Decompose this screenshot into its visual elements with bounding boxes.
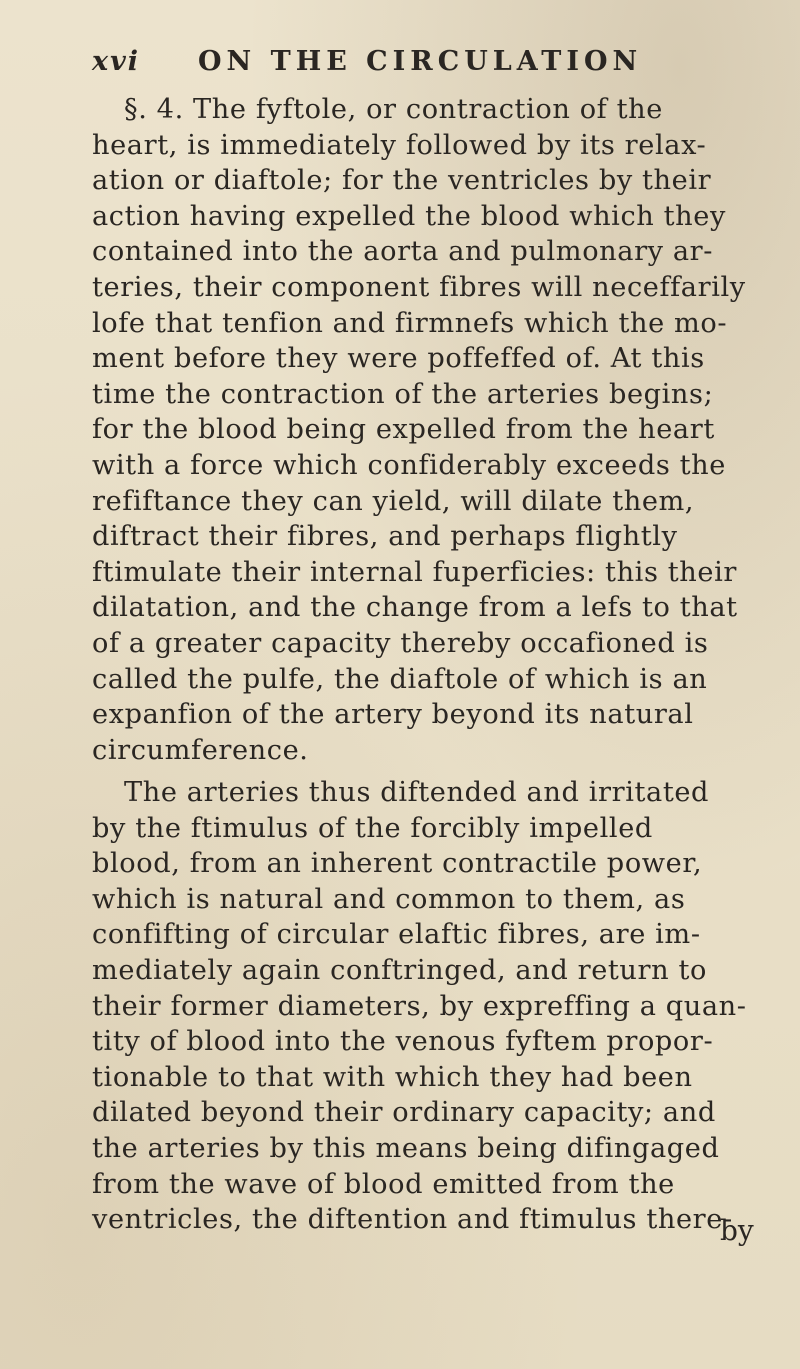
catchword: by — [720, 1214, 754, 1247]
text-line: diftract their fibres, and perhaps flightly — [92, 521, 678, 553]
running-header — [92, 46, 732, 77]
text-line: which is natural and common to them, as — [92, 883, 686, 915]
text-line: with a force which confiderably exceeds the — [92, 449, 726, 481]
text-line: dilatation, and the change from a lefs to that — [92, 592, 738, 624]
text-line: ation or diaftole; for the ventricles by their — [92, 165, 712, 197]
text-line: lofe that tenfion and firmnefs which the mo- — [92, 307, 728, 339]
text-line: called the pulfe, the diaftole of which is an — [92, 663, 708, 695]
text-line: dilated beyond their ordinary capacity; and — [92, 1097, 716, 1129]
text-line: the arteries by this means being difingaged — [92, 1132, 720, 1164]
text-line: from the wave of blood emitted from the — [92, 1168, 675, 1200]
paragraph-arteries — [92, 775, 780, 1238]
text-line: contained into the aorta and pulmonary ar- — [92, 236, 714, 268]
paragraph-section-4 — [92, 92, 780, 768]
text-line: §. 4. The fyftole, or contraction of the — [124, 94, 663, 125]
text-line: ventricles, the diftention and ftimulus there- — [92, 1204, 733, 1236]
text-line: of a greater capacity thereby occafioned is — [92, 627, 709, 659]
text-line: for the blood being expelled from the heart — [92, 414, 715, 446]
text-line: expanfion of the artery beyond its natural — [92, 699, 694, 731]
text-line: ftimulate their internal fuperficies: this their — [92, 556, 737, 588]
text-line: heart, is immediately followed by its relax- — [92, 129, 707, 161]
text-line: action having expelled the blood which they — [92, 200, 726, 232]
text-line: circumference. — [92, 734, 309, 766]
text-line: mediately again conftringed, and return to — [92, 954, 707, 986]
text-line: blood, from an inherent contractile power, — [92, 848, 703, 880]
text-line: their former diameters, by expreffing a quan- — [92, 990, 747, 1022]
text-line: confifting of circular elaftic fibres, are im- — [92, 919, 701, 951]
text-line: refiftance they can yield, will dilate them, — [92, 485, 695, 517]
text-line: ment before they were poffeffed of. At this — [92, 343, 705, 375]
text-line: time the contraction of the arteries begins; — [92, 378, 714, 410]
text-line: teries, their component fibres will neceffarily — [92, 271, 746, 303]
text-line: tionable to that with which they had been — [92, 1061, 693, 1093]
text-line: by the ftimulus of the forcibly impelled — [92, 812, 653, 844]
text-line: tity of blood into the venous fyftem propor- — [92, 1026, 714, 1058]
page-number: xvi — [92, 46, 141, 77]
text-line: The arteries thus diftended and irritated — [124, 777, 710, 808]
running-title: ON THE CIRCULATION — [198, 46, 643, 77]
